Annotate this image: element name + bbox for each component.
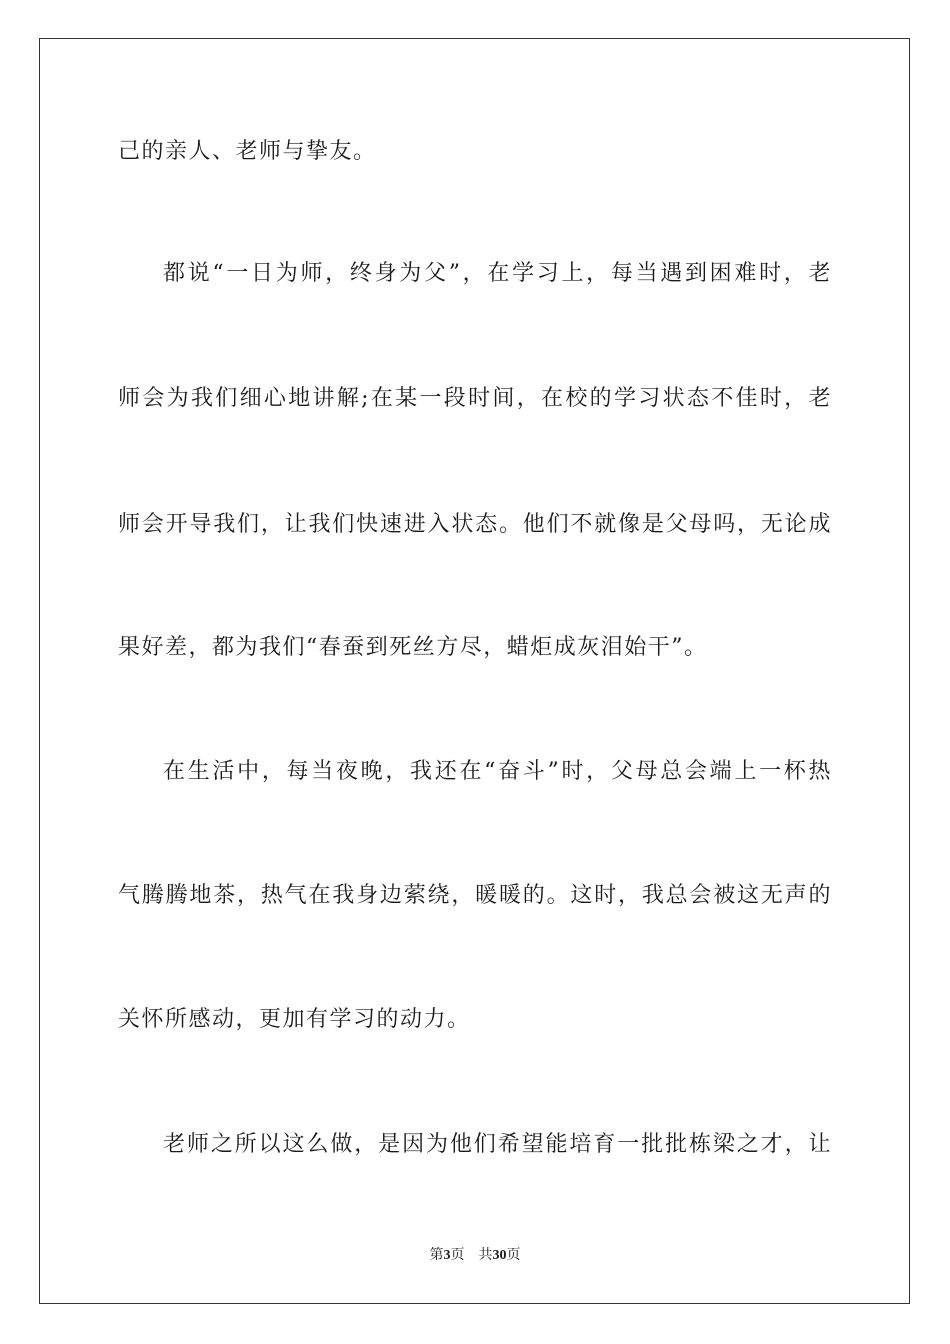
total-prefix: 共 (478, 1248, 493, 1263)
total-suffix: 页 (506, 1248, 521, 1263)
paragraph-line: 都说“一日为师，终身为父”，在学习上，每当遇到困难时，老 (163, 261, 832, 286)
paragraph-line: 果好差，都为我们“春蚕到死丝方尽，蜡炬成灰泪始干”。 (118, 635, 708, 660)
paragraph-line: 在生活中，每当夜晚，我还在“奋斗”时，父母总会端上一杯热 (163, 759, 832, 784)
page-prefix: 第 (429, 1248, 444, 1263)
paragraph-line: 老师之所以这么做，是因为他们希望能培育一批批栋梁之才，让 (163, 1132, 832, 1157)
current-page-number: 3 (443, 1248, 451, 1263)
page-border (39, 38, 910, 1304)
paragraph-line: 气腾腾地茶，热气在我身边萦绕，暖暖的。这时，我总会被这无声的 (118, 883, 832, 908)
paragraph-line: 师会为我们细心地讲解;在某一段时间，在校的学习状态不佳时，老 (118, 386, 832, 411)
page-suffix: 页 (450, 1248, 465, 1263)
paragraph-line: 师会开导我们，让我们快速进入状态。他们不就像是父母吗，无论成 (118, 512, 832, 537)
page-number-footer (0, 1247, 950, 1265)
paragraph-line: 关怀所感动，更加有学习的动力。 (118, 1007, 471, 1032)
paragraph-line: 己的亲人、老师与挚友。 (118, 139, 377, 164)
total-page-count: 30 (492, 1248, 507, 1263)
